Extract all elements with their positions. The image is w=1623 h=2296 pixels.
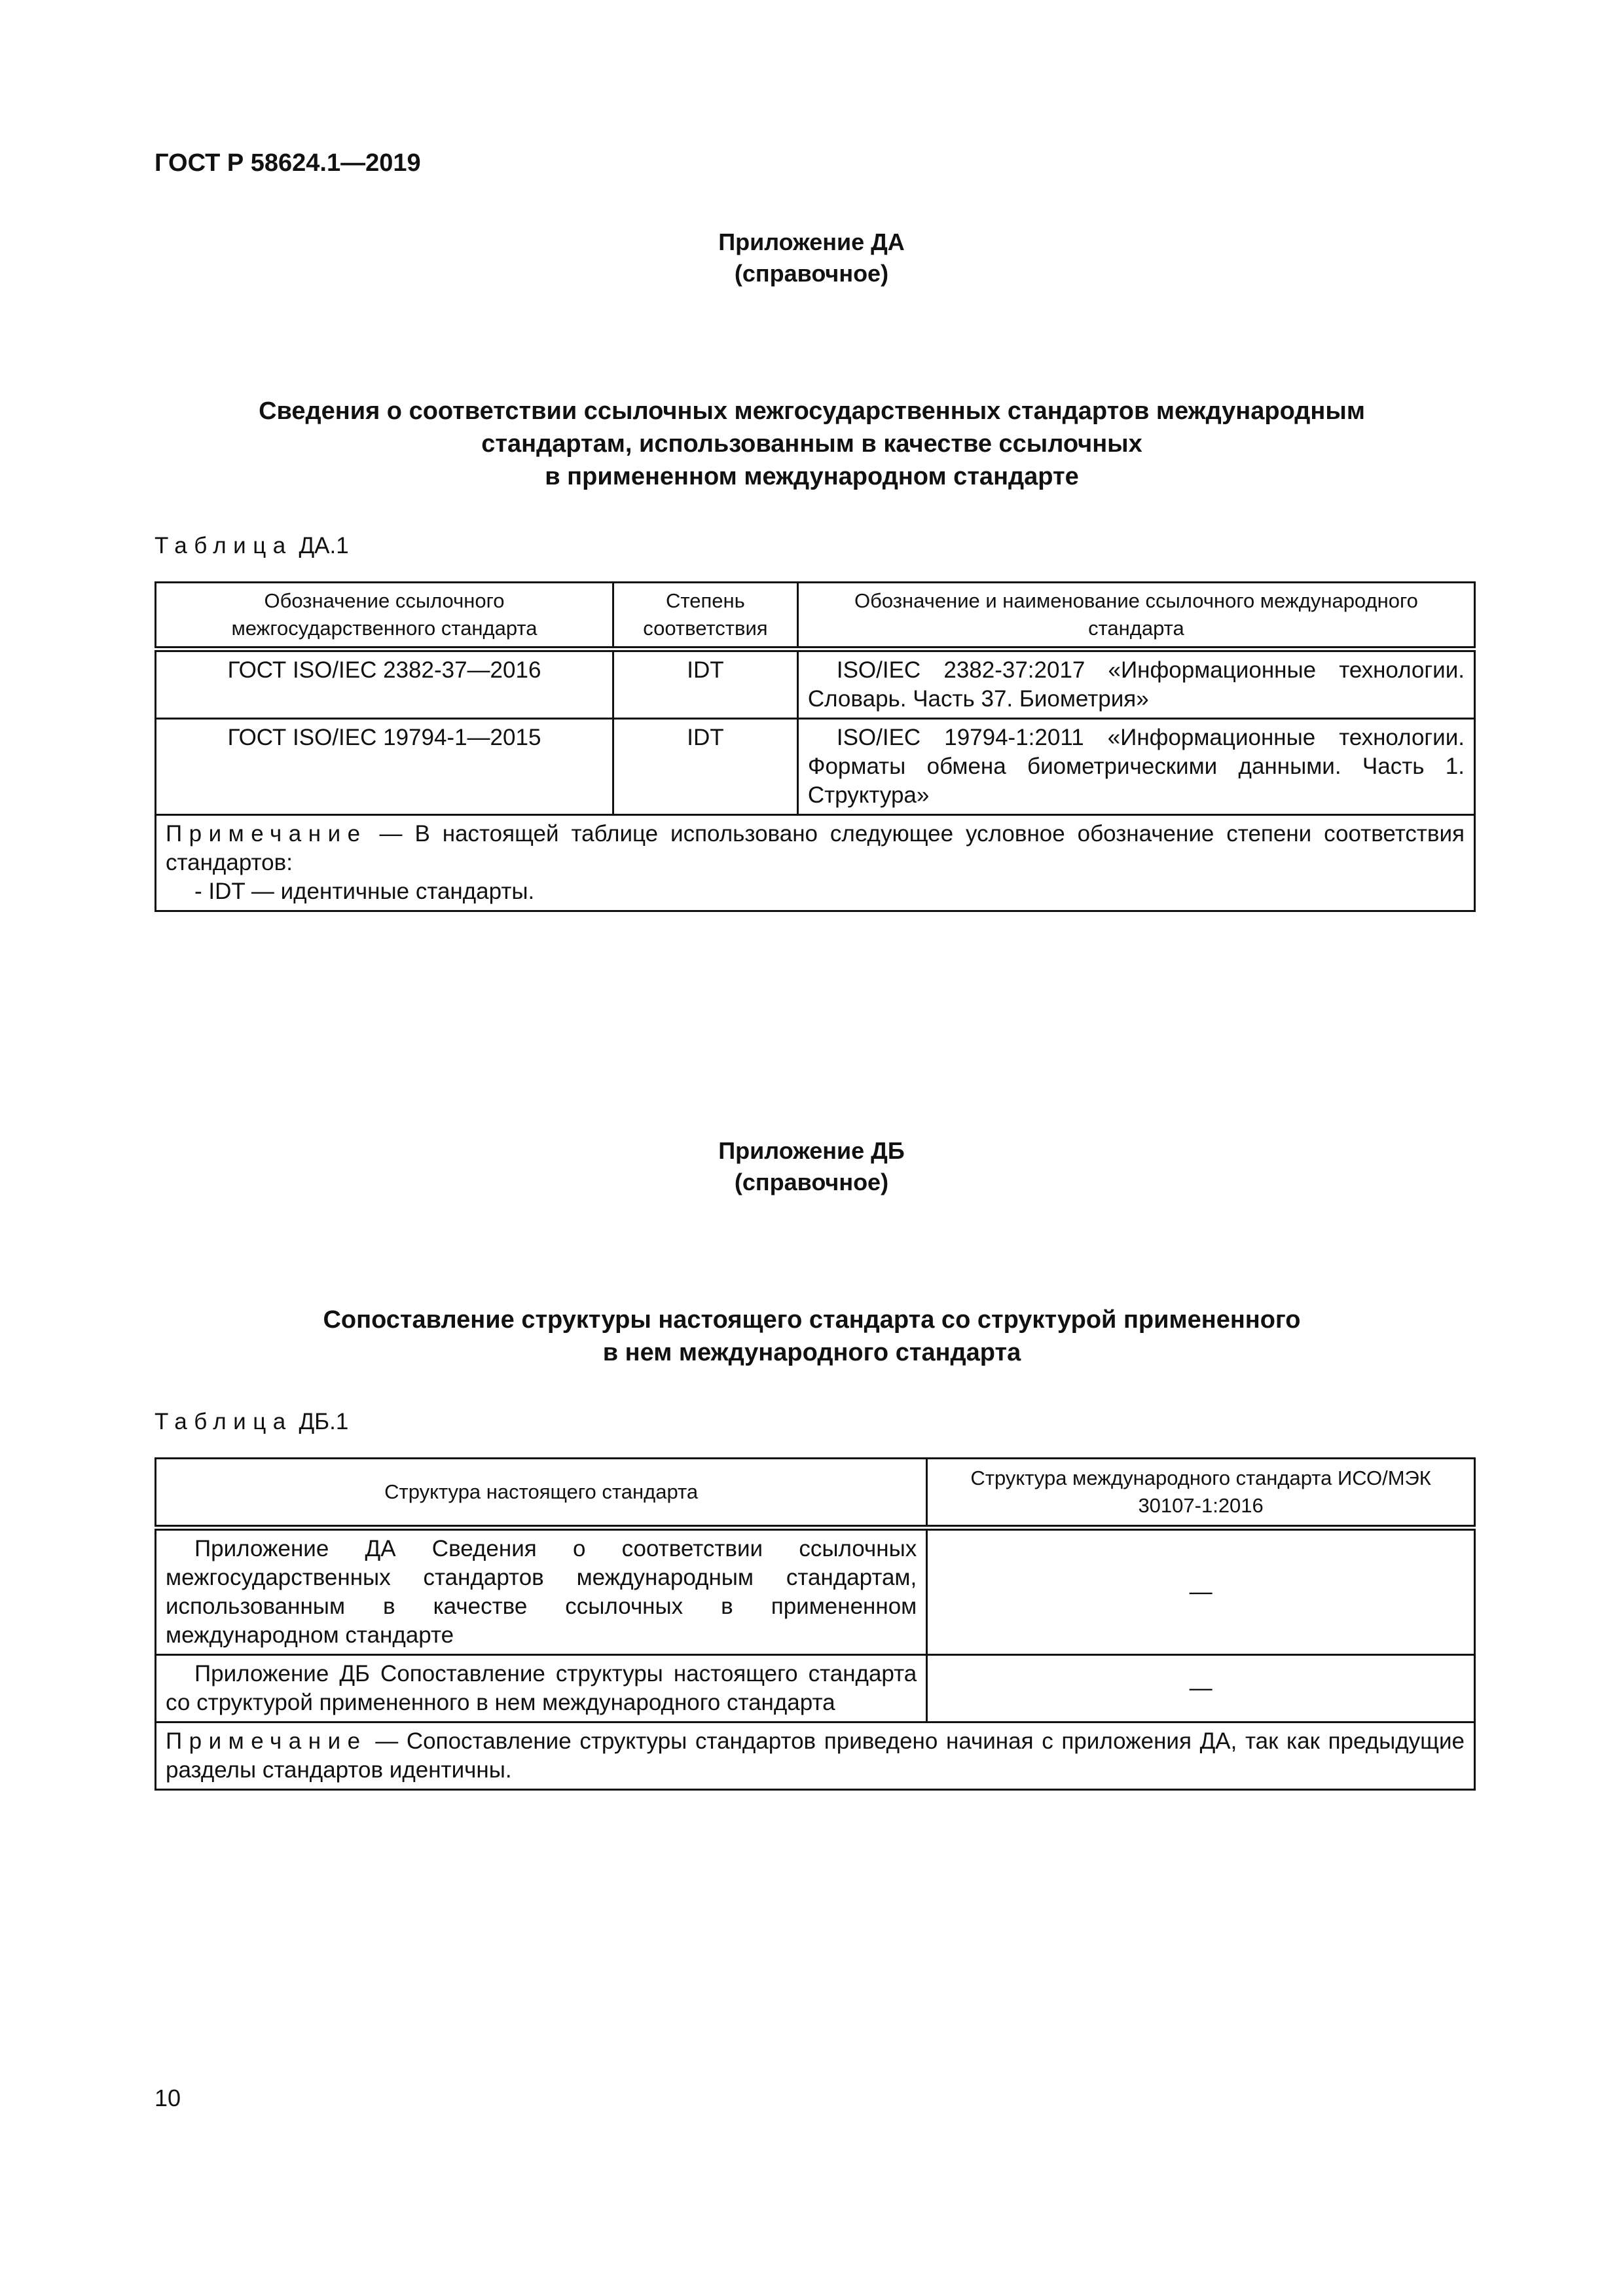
- table-cell: ГОСТ ISO/IEC 2382-37—2016: [156, 649, 613, 719]
- table-label-word: Таблица: [155, 533, 293, 558]
- table-db1-label: [155, 1409, 348, 1435]
- table-row: [156, 1655, 1475, 1722]
- table-note: [156, 815, 1475, 911]
- table-note: [156, 1722, 1475, 1790]
- column-header: Структура настоящего стандарта: [156, 1459, 927, 1528]
- heading-line: Сопоставление структуры настоящего стандарта со структурой примененного: [323, 1306, 1301, 1334]
- heading-line: в примененном международном стандарте: [545, 463, 1079, 490]
- appendix-db-subtitle: (справочное): [734, 1169, 889, 1195]
- table-cell: IDT: [613, 649, 798, 719]
- heading-line: стандартам, использованным в качестве ссылочных: [481, 430, 1142, 458]
- table-label-number: ДБ.1: [299, 1409, 349, 1434]
- table-note-row: [156, 815, 1475, 911]
- appendix-da-subtitle: (справочное): [734, 260, 889, 287]
- table-header-row: [156, 1459, 1475, 1528]
- table-cell: Приложение ДА Сведения о соответствии ссылочных межгосударственных стандартов международным стандартам, использованным в качестве ссылочных в примененном международном стандарте: [156, 1528, 927, 1655]
- table-cell: ISO/IEC 19794-1:2011 «Информационные технологии. Форматы обмена биометрическими данными. Часть 1. Структура»: [797, 719, 1474, 815]
- table-cell: Приложение ДБ Сопоставление структуры настоящего стандарта со структурой примененного в нем международного стандарта: [156, 1655, 927, 1722]
- table-row: [156, 649, 1475, 719]
- table-cell: —: [927, 1655, 1475, 1722]
- table-cell: ISO/IEC 2382-37:2017 «Информационные технологии. Словарь. Часть 37. Биометрия»: [797, 649, 1474, 719]
- column-header: Степень соответствия: [613, 583, 798, 649]
- page-number: 10: [155, 2085, 181, 2111]
- table-label-word: Таблица: [155, 1409, 293, 1434]
- appendix-da-title: Приложение ДА: [718, 228, 905, 255]
- table-label-number: ДА.1: [299, 533, 349, 558]
- table-cell: IDT: [613, 719, 798, 815]
- appendix-da-heading: [157, 395, 1467, 493]
- document-code: ГОСТ Р 58624.1—2019: [155, 149, 421, 177]
- column-header: Обозначение и наименование ссылочного международного стандарта: [797, 583, 1474, 649]
- table-da1: [155, 581, 1476, 912]
- note-item: - IDT — идентичные стандарты.: [194, 879, 535, 904]
- table-row: [156, 719, 1475, 815]
- heading-line: в нем международного стандарта: [602, 1339, 1021, 1366]
- heading-line: Сведения о соответствии ссылочных межгосударственных стандартов международным: [259, 397, 1365, 425]
- appendix-db-title: Приложение ДБ: [718, 1137, 905, 1164]
- appendix-db-heading: [157, 1303, 1467, 1369]
- table-cell: ГОСТ ISO/IEC 19794-1—2015: [156, 719, 613, 815]
- note-text: — В настоящей таблице использовано следующее условное обозначение степени соответствия стандартов:: [166, 821, 1465, 875]
- note-word: Примечание: [166, 1728, 367, 1754]
- table-row: [156, 1528, 1475, 1655]
- column-header: Обозначение ссылочного межгосударственного стандарта: [156, 583, 613, 649]
- note-text: — Сопоставление структуры стандартов приведено начиная с приложения ДА, так как предыдущие разделы стандартов идентичны.: [166, 1728, 1465, 1783]
- table-da1-label: [155, 533, 349, 559]
- table-note-row: [156, 1722, 1475, 1790]
- table-cell: —: [927, 1528, 1475, 1655]
- column-header: Структура международного стандарта ИСО/МЭК 30107-1:2016: [927, 1459, 1475, 1528]
- table-db1: [155, 1457, 1476, 1791]
- table-header-row: [156, 583, 1475, 649]
- note-word: Примечание: [166, 821, 367, 847]
